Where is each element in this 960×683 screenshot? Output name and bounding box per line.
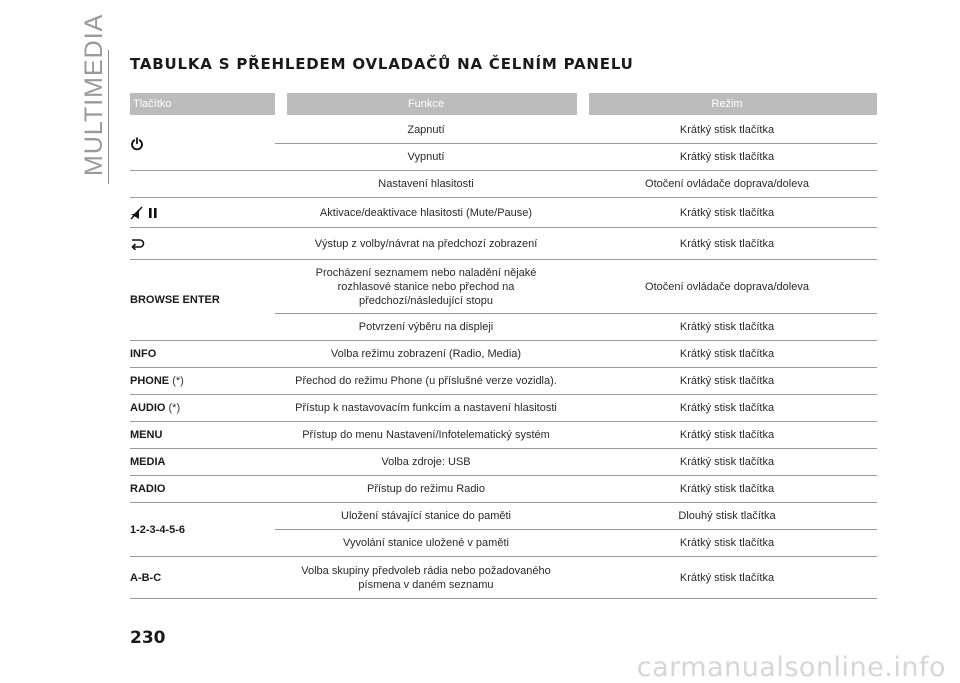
power-icon xyxy=(130,137,144,151)
mode-cell: Krátký stisk tlačítka xyxy=(577,368,877,395)
function-cell: Volba režimu zobrazení (Radio, Media) xyxy=(275,341,577,368)
return-arrow-icon xyxy=(130,238,146,250)
mode-cell: Dlouhý stisk tlačítka xyxy=(577,503,877,530)
table-row xyxy=(130,260,877,314)
table-row xyxy=(130,341,877,368)
mode-cell: Krátký stisk tlačítka xyxy=(577,530,877,557)
mode-cell: Krátký stisk tlačítka xyxy=(577,198,877,228)
header-function: Funkce xyxy=(275,93,577,117)
mode-cell: Krátký stisk tlačítka xyxy=(577,144,877,171)
function-cell: Vypnutí xyxy=(275,144,577,171)
function-cell: Přístup do menu Nastavení/Infotelematický systém xyxy=(275,422,577,449)
function-cell: Přechod do režimu Phone (u příslušné verze vozidla). xyxy=(275,368,577,395)
function-cell: Přístup do režimu Radio xyxy=(275,476,577,503)
mode-cell: Krátký stisk tlačítka xyxy=(577,476,877,503)
info-button-cell: INFO xyxy=(130,341,275,368)
table-row xyxy=(130,171,877,198)
page-number: 230 xyxy=(130,628,166,648)
mode-cell: Otočení ovládače doprava/doleva xyxy=(577,171,877,198)
table-header-row xyxy=(130,93,877,117)
function-cell: Přístup k nastavovacím funkcím a nastavení hlasitosti xyxy=(275,395,577,422)
mode-cell: Krátký stisk tlačítka xyxy=(577,341,877,368)
header-mode: Režim xyxy=(577,93,877,117)
mode-cell: Krátký stisk tlačítka xyxy=(577,228,877,260)
media-button-cell: MEDIA xyxy=(130,449,275,476)
function-cell: Volba zdroje: USB xyxy=(275,449,577,476)
section-label: MULTIMEDIA xyxy=(80,13,108,176)
mode-cell: Otočení ovládače doprava/doleva xyxy=(577,260,877,314)
table-row xyxy=(130,476,877,503)
mode-cell: Krátký stisk tlačítka xyxy=(577,314,877,341)
header-button: Tlačítko xyxy=(130,93,275,117)
mode-cell: Krátký stisk tlačítka xyxy=(577,422,877,449)
menu-button-cell: MENU xyxy=(130,422,275,449)
abc-button-cell: A-B-C xyxy=(130,557,275,599)
mode-cell: Krátký stisk tlačítka xyxy=(577,395,877,422)
table-row xyxy=(130,422,877,449)
table-row xyxy=(130,117,877,144)
table-row xyxy=(130,368,877,395)
preset-buttons-cell: 1-2-3-4-5-6 xyxy=(130,503,275,557)
table-row xyxy=(130,449,877,476)
function-cell: Volba skupiny předvoleb rádia nebo požadovaného písmena v daném seznamu xyxy=(275,557,577,599)
table-row xyxy=(130,557,877,599)
function-cell: Uložení stávající stanice do paměti xyxy=(275,503,577,530)
page-title: TABULKA S PŘEHLEDEM OVLADAČŮ NA ČELNÍM PANELU xyxy=(130,55,634,73)
section-divider xyxy=(108,50,109,184)
controls-table xyxy=(130,93,877,599)
function-cell: Potvrzení výběru na displeji xyxy=(275,314,577,341)
browse-enter-button-cell: BROWSE ENTER xyxy=(130,260,275,341)
watermark: carmanualsonline.info xyxy=(636,652,946,683)
mode-cell: Krátký stisk tlačítka xyxy=(577,557,877,599)
table-row xyxy=(130,503,877,530)
function-cell: Výstup z volby/návrat na předchozí zobrazení xyxy=(275,228,577,260)
function-cell: Nastavení hlasitosti xyxy=(275,171,577,198)
table-row xyxy=(130,228,877,260)
table-row xyxy=(130,198,877,228)
mode-cell: Krátký stisk tlačítka xyxy=(577,117,877,144)
function-cell: Zapnutí xyxy=(275,117,577,144)
table-row xyxy=(130,395,877,422)
phone-button-cell: PHONE (*) xyxy=(130,368,275,395)
mute-button-cell xyxy=(130,198,275,228)
mute-pause-icon xyxy=(130,206,160,220)
function-cell: Procházení seznamem nebo naladění nějaké rozhlasové stanice nebo přechod na předchozí/následující stopu xyxy=(275,260,577,314)
footnote-marker: (*) xyxy=(172,375,184,387)
function-cell: Aktivace/deaktivace hlasitosti (Mute/Pause) xyxy=(275,198,577,228)
audio-button-cell: AUDIO (*) xyxy=(130,395,275,422)
function-cell: Vyvolání stanice uložené v paměti xyxy=(275,530,577,557)
radio-button-cell: RADIO xyxy=(130,476,275,503)
volume-knob-cell xyxy=(130,171,275,198)
mode-cell: Krátký stisk tlačítka xyxy=(577,449,877,476)
footnote-marker: (*) xyxy=(168,402,181,414)
power-button-cell xyxy=(130,117,275,171)
back-button-cell xyxy=(130,228,275,260)
